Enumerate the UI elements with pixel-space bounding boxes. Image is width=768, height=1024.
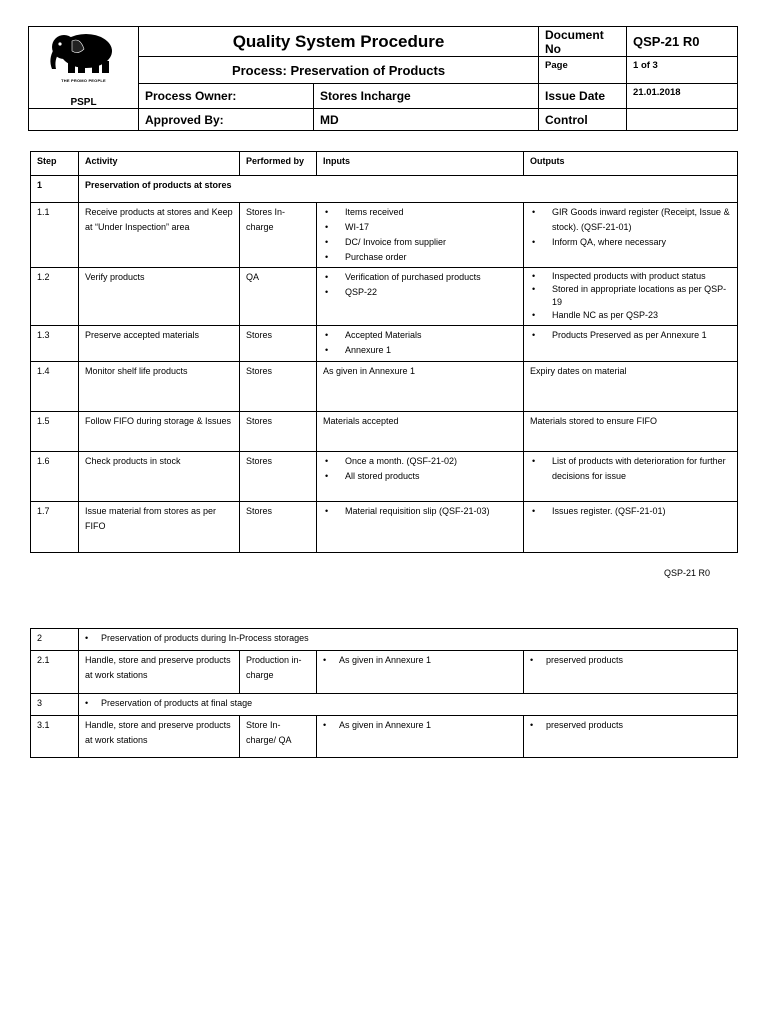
- section-step: 1: [31, 176, 79, 203]
- list-item: • Stored in appropriate locations as per QSP-19: [530, 283, 731, 309]
- row-outputs: [524, 502, 738, 553]
- row-inputs: [317, 203, 524, 268]
- table-row: [31, 362, 738, 412]
- table-row: [31, 203, 738, 268]
- row-outputs: [524, 452, 738, 502]
- list-item: • Inform QA, where necessary: [530, 235, 731, 250]
- row-performed-by: Stores: [240, 502, 317, 553]
- row-performed-by: Stores: [240, 326, 317, 362]
- row-inputs: Materials accepted: [317, 412, 524, 452]
- section-row: [31, 176, 738, 203]
- row-performed-by: Stores: [240, 362, 317, 412]
- row-activity: Handle, store and preserve products at work stations: [79, 716, 240, 758]
- section-title-cell: [79, 694, 738, 716]
- row-inputs: [317, 268, 524, 326]
- table-row: [31, 651, 738, 694]
- row-activity: Preserve accepted materials: [79, 326, 240, 362]
- section-row: [31, 629, 738, 651]
- list-item: • Once a month. (QSF-21-02): [323, 454, 517, 469]
- list-item: • QSP-22: [323, 285, 517, 300]
- row-step: 1.5: [31, 412, 79, 452]
- footer-doc-number: QSP-21 R0: [664, 568, 711, 578]
- row-activity: Issue material from stores as per FIFO: [79, 502, 240, 553]
- list-item: • Handle NC as per QSP-23: [530, 309, 731, 322]
- row-inputs: [317, 452, 524, 502]
- col-performed-by-header: Performed by: [240, 152, 317, 176]
- row-step: 2.1: [31, 651, 79, 694]
- col-step-header: Step: [31, 152, 79, 176]
- process-owner-label: Process Owner:: [139, 84, 314, 109]
- row-performed-by: Stores: [240, 412, 317, 452]
- table-row: [31, 412, 738, 452]
- row-outputs: [524, 268, 738, 326]
- row-step: 1.1: [31, 203, 79, 268]
- process-table: [30, 151, 738, 553]
- row-outputs: [524, 326, 738, 362]
- process-table-continued: [30, 628, 738, 758]
- document-header: [28, 26, 738, 131]
- section-step: 3: [31, 694, 79, 716]
- process-owner-value: Stores Incharge: [314, 84, 539, 109]
- col-inputs-header: Inputs: [317, 152, 524, 176]
- list-item: • List of products with deterioration for further decisions for issue: [530, 454, 731, 484]
- row-performed-by: Store In-charge/ QA: [240, 716, 317, 758]
- list-item: • Products Preserved as per Annexure 1: [530, 328, 731, 343]
- list-item: • WI-17: [323, 220, 517, 235]
- page-value: 1 of 3: [627, 57, 738, 84]
- section-title: Preservation of products at stores: [79, 176, 738, 203]
- row-step: 1.7: [31, 502, 79, 553]
- row-step: 3.1: [31, 716, 79, 758]
- logo-caption: THE PROMO PEOPLE: [61, 78, 106, 83]
- row-performed-by: QA: [240, 268, 317, 326]
- section-title: • Preservation of products at final stage: [85, 698, 252, 708]
- row-step: 1.6: [31, 452, 79, 502]
- list-item: • Annexure 1: [323, 343, 517, 358]
- row-step: 1.2: [31, 268, 79, 326]
- list-item: • Items received: [323, 205, 517, 220]
- list-item: • preserved products: [530, 720, 623, 730]
- list-item: • Issues register. (QSF-21-01): [530, 504, 731, 519]
- control-value: [627, 109, 738, 131]
- approved-by-label: Approved By:: [139, 109, 314, 131]
- list-item: • Verification of purchased products: [323, 270, 517, 285]
- list-item: • preserved products: [530, 655, 623, 665]
- approved-by-value: MD: [314, 109, 539, 131]
- doc-no-label: Document No: [539, 27, 627, 57]
- row-inputs: [317, 651, 524, 694]
- row-inputs: [317, 326, 524, 362]
- list-item: • Material requisition slip (QSF-21-03): [323, 504, 517, 519]
- document-title: Quality System Procedure: [139, 27, 539, 57]
- list-item: • Inspected products with product status: [530, 270, 731, 283]
- col-activity-header: Activity: [79, 152, 240, 176]
- list-item: • GIR Goods inward register (Receipt, Issue & stock). (QSF-21-01): [530, 205, 731, 235]
- row-step: 1.3: [31, 326, 79, 362]
- row-inputs: [317, 716, 524, 758]
- table-row: [31, 502, 738, 553]
- row-outputs: Materials stored to ensure FIFO: [524, 412, 738, 452]
- control-label: Control: [539, 109, 627, 131]
- row-outputs: [524, 203, 738, 268]
- row-outputs: [524, 651, 738, 694]
- section-row: [31, 694, 738, 716]
- row-activity: Monitor shelf life products: [79, 362, 240, 412]
- section-title-cell: [79, 629, 738, 651]
- company-name: PSPL: [70, 97, 97, 108]
- list-item: • Accepted Materials: [323, 328, 517, 343]
- col-outputs-header: Outputs: [524, 152, 738, 176]
- table-header-row: [31, 152, 738, 176]
- issue-date-label: Issue Date: [539, 84, 627, 109]
- row-activity: Handle, store and preserve products at work stations: [79, 651, 240, 694]
- logo-cell: [29, 27, 139, 109]
- row-inputs: [317, 502, 524, 553]
- table-row: [31, 326, 738, 362]
- row-activity: Follow FIFO during storage & Issues: [79, 412, 240, 452]
- row-activity: Check products in stock: [79, 452, 240, 502]
- list-item: • DC/ Invoice from supplier: [323, 235, 517, 250]
- row-performed-by: Stores In-charge: [240, 203, 317, 268]
- process-title: Process: Preservation of Products: [139, 57, 539, 84]
- table-row: [31, 716, 738, 758]
- row-outputs: Expiry dates on material: [524, 362, 738, 412]
- elephant-logo-icon: [46, 31, 122, 77]
- row-activity: Receive products at stores and Keep at “Under Inspection” area: [79, 203, 240, 268]
- list-item: • As given in Annexure 1: [323, 720, 431, 730]
- row-step: 1.4: [31, 362, 79, 412]
- row-activity: Verify products: [79, 268, 240, 326]
- list-item: • Purchase order: [323, 250, 517, 265]
- section-title: • Preservation of products during In-Process storages: [85, 633, 309, 643]
- page-label: Page: [539, 57, 627, 84]
- list-item: • As given in Annexure 1: [323, 655, 431, 665]
- row-outputs: [524, 716, 738, 758]
- doc-no-value: QSP-21 R0: [627, 27, 738, 57]
- table-row: [31, 268, 738, 326]
- issue-date-value: 21.01.2018: [627, 84, 738, 109]
- section-step: 2: [31, 629, 79, 651]
- row-inputs: As given in Annexure 1: [317, 362, 524, 412]
- row-performed-by: Stores: [240, 452, 317, 502]
- table-row: [31, 452, 738, 502]
- list-item: • All stored products: [323, 469, 517, 484]
- row-performed-by: Production in-charge: [240, 651, 317, 694]
